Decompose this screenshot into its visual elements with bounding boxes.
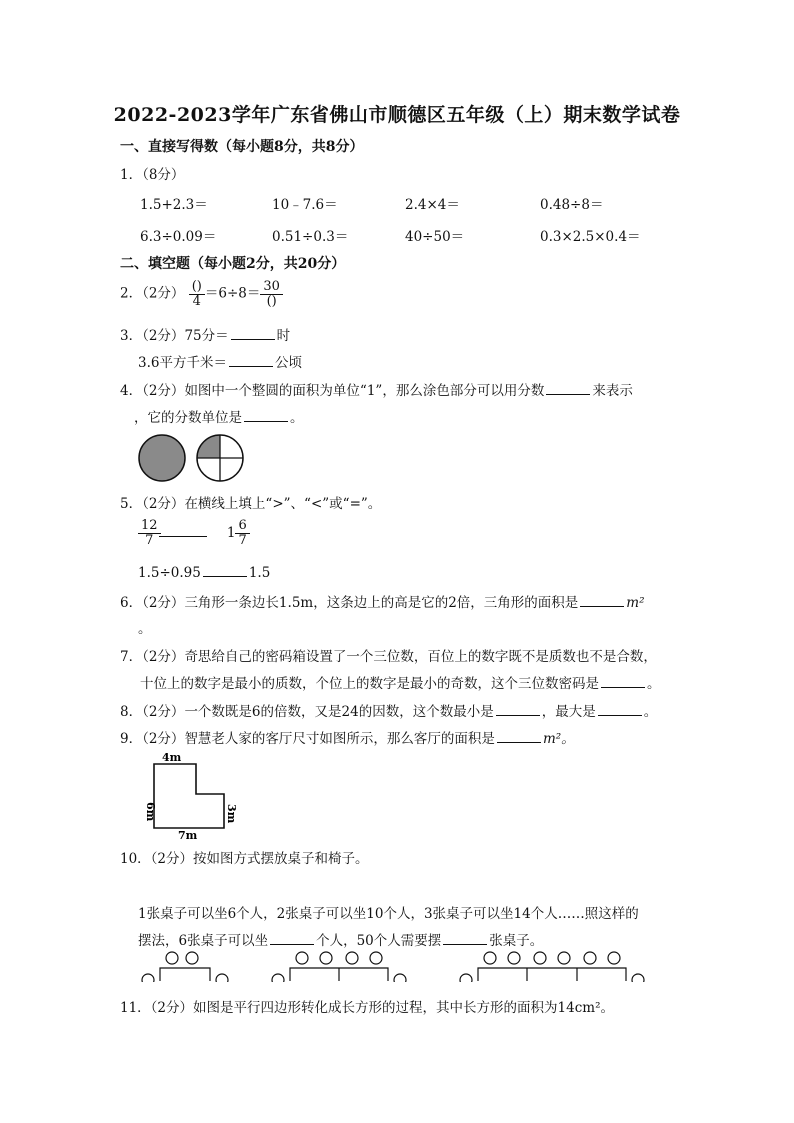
q3-text: 公顷: [274, 355, 302, 371]
section-2-heading: 二、填空题（每小题2分，共20分）: [120, 256, 346, 272]
q11-text: 如图是平行四边形转化成长方形的过程，其中长方形的面积为14cm²。: [193, 1000, 614, 1016]
q5-text: 1.5: [248, 565, 271, 581]
q10-line-3: [138, 929, 543, 949]
one-table-arrangement: [142, 952, 228, 982]
mixed-whole: 1: [226, 524, 236, 541]
chair: [272, 974, 284, 982]
q3-line-1: [120, 324, 290, 344]
chair: [346, 952, 358, 964]
q1-item: 0.48÷8＝: [540, 197, 604, 213]
q6-line-1: [120, 591, 645, 611]
q6-head: 6．（2分）: [120, 595, 185, 611]
table: [160, 968, 210, 981]
q7-line-1: [120, 645, 657, 665]
q11-head: 11．（2分）: [120, 1000, 194, 1016]
q1-item: 6.3÷0.09＝: [140, 229, 217, 245]
q5-text: 1.5÷0.95: [138, 565, 201, 581]
q8-end: 。: [643, 704, 658, 720]
fraction-denominator: 7: [235, 533, 249, 548]
chair: [608, 952, 620, 964]
q9-unit: m²。: [542, 731, 575, 747]
chair: [216, 974, 228, 982]
q4-text: 来表示: [592, 383, 633, 399]
q6-end: 。: [138, 621, 152, 637]
answer-blank[interactable]: [546, 382, 590, 395]
two-table-arrangement: [272, 952, 406, 982]
q4-text: 。: [290, 410, 304, 426]
dimension-left: 6m: [144, 802, 157, 822]
q2: [120, 280, 283, 308]
chair: [484, 952, 496, 964]
q6-text: 三角形一条边长1.5m，这条边上的高是它的2倍，三角形的面积是: [184, 595, 579, 611]
full-shaded-circle: [139, 435, 185, 481]
q2-head: 2．（2分）: [120, 285, 185, 302]
q4-line-1: [120, 379, 633, 399]
chair: [584, 952, 596, 964]
quarter-circle: [197, 435, 243, 481]
chair: [394, 974, 406, 982]
page-title: 2022-2023学年广东省佛山市顺德区五年级（上）期末数学试卷: [113, 104, 681, 126]
chair: [166, 952, 178, 964]
fraction-numerator: (): [191, 279, 202, 294]
q1-item: 0.3×2.5×0.4＝: [540, 229, 641, 245]
q5-mixed-fraction: [235, 519, 249, 547]
q10-head: 10．（2分）: [120, 851, 194, 867]
q8-text: ，最大是: [541, 704, 596, 720]
chair: [320, 952, 332, 964]
answer-blank[interactable]: [229, 354, 273, 367]
q2-middle: ＝6÷8＝: [204, 285, 261, 302]
q10-text: 个人，50个人需要摆: [316, 933, 442, 949]
q10-text: 摆法，6张桌子可以坐: [138, 933, 269, 949]
q5-compare-1: [138, 519, 250, 547]
q5-compare-2: [138, 564, 270, 581]
q10-tables-figure: [130, 950, 670, 982]
q9-head: 9．（2分）: [120, 731, 185, 747]
q2-fraction-2: [260, 280, 283, 308]
answer-blank[interactable]: [270, 932, 314, 945]
q11-line: [120, 996, 614, 1016]
section-1-heading: 一、直接写得数（每小题8分，共8分）: [120, 139, 364, 155]
chair: [632, 974, 644, 982]
fraction-denominator: 7: [138, 533, 161, 548]
answer-blank[interactable]: [496, 703, 540, 716]
q2-fraction-1: [189, 280, 205, 308]
q7-line-2: [140, 672, 661, 692]
q3-line-2: [138, 351, 302, 371]
table: [478, 968, 626, 981]
q10-line-1: [120, 847, 369, 867]
answer-blank[interactable]: [598, 703, 642, 716]
q3-text: 3.6平方千米＝: [138, 355, 227, 371]
chair: [460, 974, 472, 982]
chair: [534, 952, 546, 964]
answer-blank[interactable]: [580, 594, 624, 607]
q5-fraction: [138, 519, 161, 547]
chair: [296, 952, 308, 964]
q8-line: [120, 700, 657, 720]
dimension-right: 3m: [225, 804, 238, 824]
q3-head: 3．（2分）: [120, 328, 185, 344]
q9-line: [120, 727, 575, 747]
q1-item: 2.4×4＝: [405, 197, 460, 213]
q6-unit: m²: [626, 595, 645, 611]
q4-circles-figure: [136, 432, 248, 484]
chair: [558, 952, 570, 964]
q9-text: 智慧老人家的客厅尺寸如图所示，那么客厅的面积是: [184, 731, 495, 747]
answer-blank[interactable]: [601, 675, 645, 688]
answer-blank[interactable]: [443, 932, 487, 945]
q1-item: 0.51÷0.3＝: [272, 229, 349, 245]
fraction-numerator: 6: [238, 518, 247, 533]
q8-head: 8．（2分）: [120, 704, 185, 720]
dimension-top: 4m: [162, 751, 182, 764]
fraction-denominator: (): [260, 294, 283, 309]
three-table-arrangement: [460, 952, 644, 982]
q5-line-1: [120, 492, 381, 512]
q10-text: 按如图方式摆放桌子和椅子。: [193, 851, 369, 867]
q4-head: 4．（2分）: [120, 383, 185, 399]
q5-head: 5．（2分）: [120, 496, 185, 512]
fraction-numerator: 30: [263, 279, 280, 294]
chair: [142, 974, 154, 982]
answer-blank[interactable]: [159, 524, 207, 537]
q9-room-figure: [136, 750, 246, 840]
q7-end: 。: [647, 676, 661, 692]
answer-blank[interactable]: [231, 327, 275, 340]
q3-text: 时: [276, 328, 291, 344]
q4-text: ，它的分数单位是: [134, 410, 242, 426]
q1-head: 1．（8分）: [120, 167, 185, 183]
q4-text: 如图中一个整圆的面积为单位“1”，那么涂色部分可以用分数: [184, 383, 545, 399]
q7-head: 7．（2分）: [120, 649, 185, 665]
chair: [186, 952, 198, 964]
q5-text: 在横线上填上“>”、“<”或“=”。: [184, 496, 382, 512]
chair: [370, 952, 382, 964]
q8-text: 一个数既是6的倍数，又是24的因数，这个数最小是: [184, 704, 494, 720]
q10-text: 张桌子。: [489, 933, 544, 949]
fraction-numerator: 12: [141, 518, 158, 533]
fraction-denominator: 4: [189, 294, 205, 309]
answer-blank[interactable]: [497, 730, 541, 743]
q10-line-2: 1张桌子可以坐6个人，2张桌子可以坐10个人，3张桌子可以坐14个人……照这样的: [138, 906, 639, 922]
answer-blank[interactable]: [244, 409, 288, 422]
q7-text: 奇思给自己的密码箱设置了一个三位数，百位上的数字既不是质数也不是合数，: [184, 649, 657, 665]
q7-text: 十位上的数字是最小的质数，个位上的数字是最小的奇数，这个三位数密码是: [140, 676, 599, 692]
q4-line-2: [134, 406, 304, 426]
q3-text: 75分＝: [184, 328, 229, 344]
q1-item: 10﹣7.6＝: [272, 197, 338, 213]
q1-item: 1.5+2.3＝: [140, 197, 208, 213]
chair: [508, 952, 520, 964]
answer-blank[interactable]: [203, 564, 247, 577]
dimension-bottom: 7m: [178, 829, 198, 840]
q1-item: 40÷50＝: [405, 229, 465, 245]
l-shaped-room: [154, 764, 224, 828]
